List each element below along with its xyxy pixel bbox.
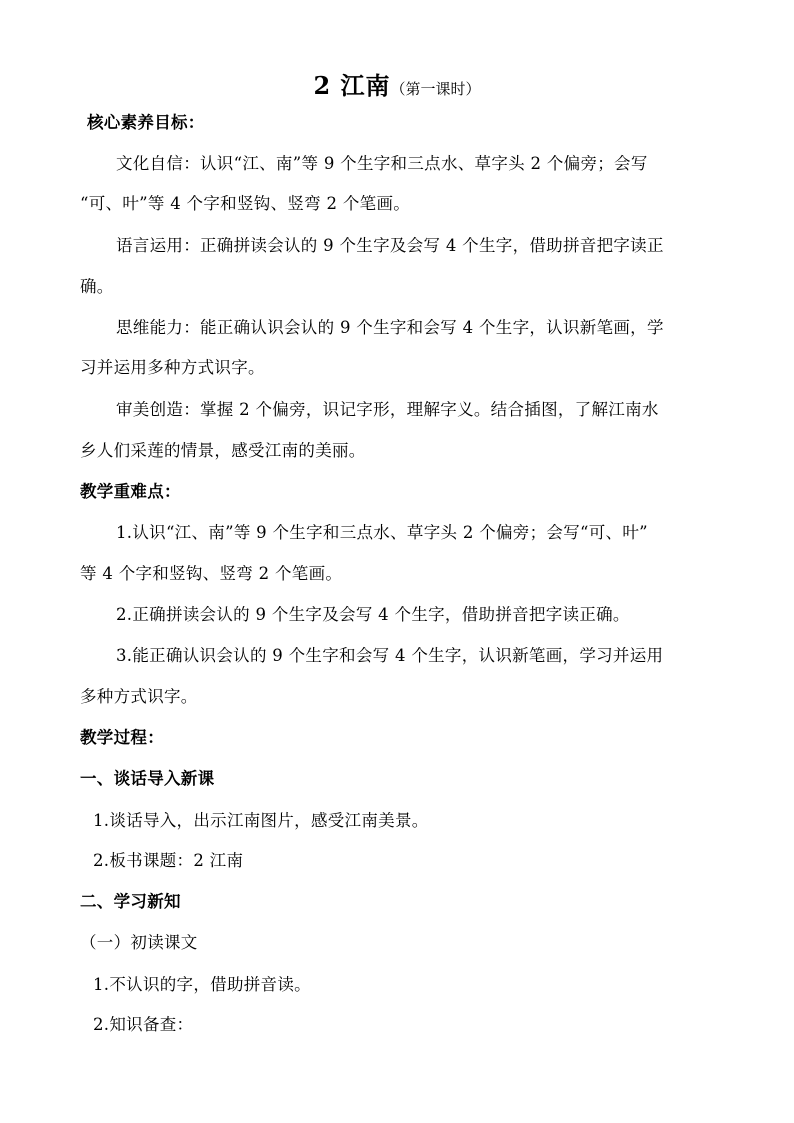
key-point-3-line1: 3.能正确认识会认的 9 个生字和会写 4 个生字，认识新笔画，学习并运用 — [116, 646, 664, 665]
key-point-1-line2: 等 4 个字和竖钩、竖弯 2 个笔画。 — [80, 564, 343, 583]
goal-language-line2: 确。 — [80, 277, 114, 296]
goal-aesthetic-line2: 乡人们采莲的情景，感受江南的美丽。 — [80, 441, 366, 460]
part-2-item-2: 2.知识备查： — [93, 1015, 194, 1034]
goal-aesthetic-line1: 审美创造：掌握 2 个偏旁，识记字形，理解字义。结合插图，了解江南水 — [116, 400, 659, 419]
goal-thinking-line2: 习并运用多种方式识字。 — [80, 358, 265, 377]
title-main: 2 江南 — [313, 71, 391, 100]
goal-culture-line2: “可、叶”等 4 个字和竖钩、竖弯 2 个笔画。 — [80, 194, 411, 213]
part-2-subheading: （一）初读课文 — [80, 933, 198, 952]
key-point-3-line2: 多种方式识字。 — [80, 687, 198, 706]
part-1-item-2: 2.板书课题：2 江南 — [93, 851, 244, 870]
goal-culture-line1: 文化自信：认识“江、南”等 9 个生字和三点水、草字头 2 个偏旁；会写 — [116, 154, 648, 173]
document-title — [0, 66, 794, 101]
key-point-2: 2.正确拼读会认的 9 个生字及会写 4 个生字，借助拼音把字读正确。 — [116, 605, 630, 624]
part-2-item-1: 1.不认识的字，借助拼音读。 — [93, 975, 311, 994]
part-1-item-1: 1.谈话导入，出示江南图片，感受江南美景。 — [93, 811, 429, 830]
heading-core-goals: 核心素养目标： — [87, 113, 205, 132]
title-subtitle: （第一课时） — [390, 80, 481, 98]
goal-language-line1: 语言运用：正确拼读会认的 9 个生字及会写 4 个生字，借助拼音把字读正 — [116, 236, 664, 255]
heading-part-1: 一、谈话导入新课 — [80, 769, 215, 788]
key-point-1-line1: 1.认识“江、南”等 9 个生字和三点水、草字头 2 个偏旁；会写“可、叶” — [116, 523, 648, 542]
goal-thinking-line1: 思维能力：能正确认识会认的 9 个生字和会写 4 个生字，认识新笔画，学 — [116, 318, 664, 337]
heading-key-points: 教学重难点： — [80, 482, 181, 501]
heading-teaching-process: 教学过程： — [80, 728, 164, 747]
heading-part-2: 二、学习新知 — [80, 892, 181, 911]
